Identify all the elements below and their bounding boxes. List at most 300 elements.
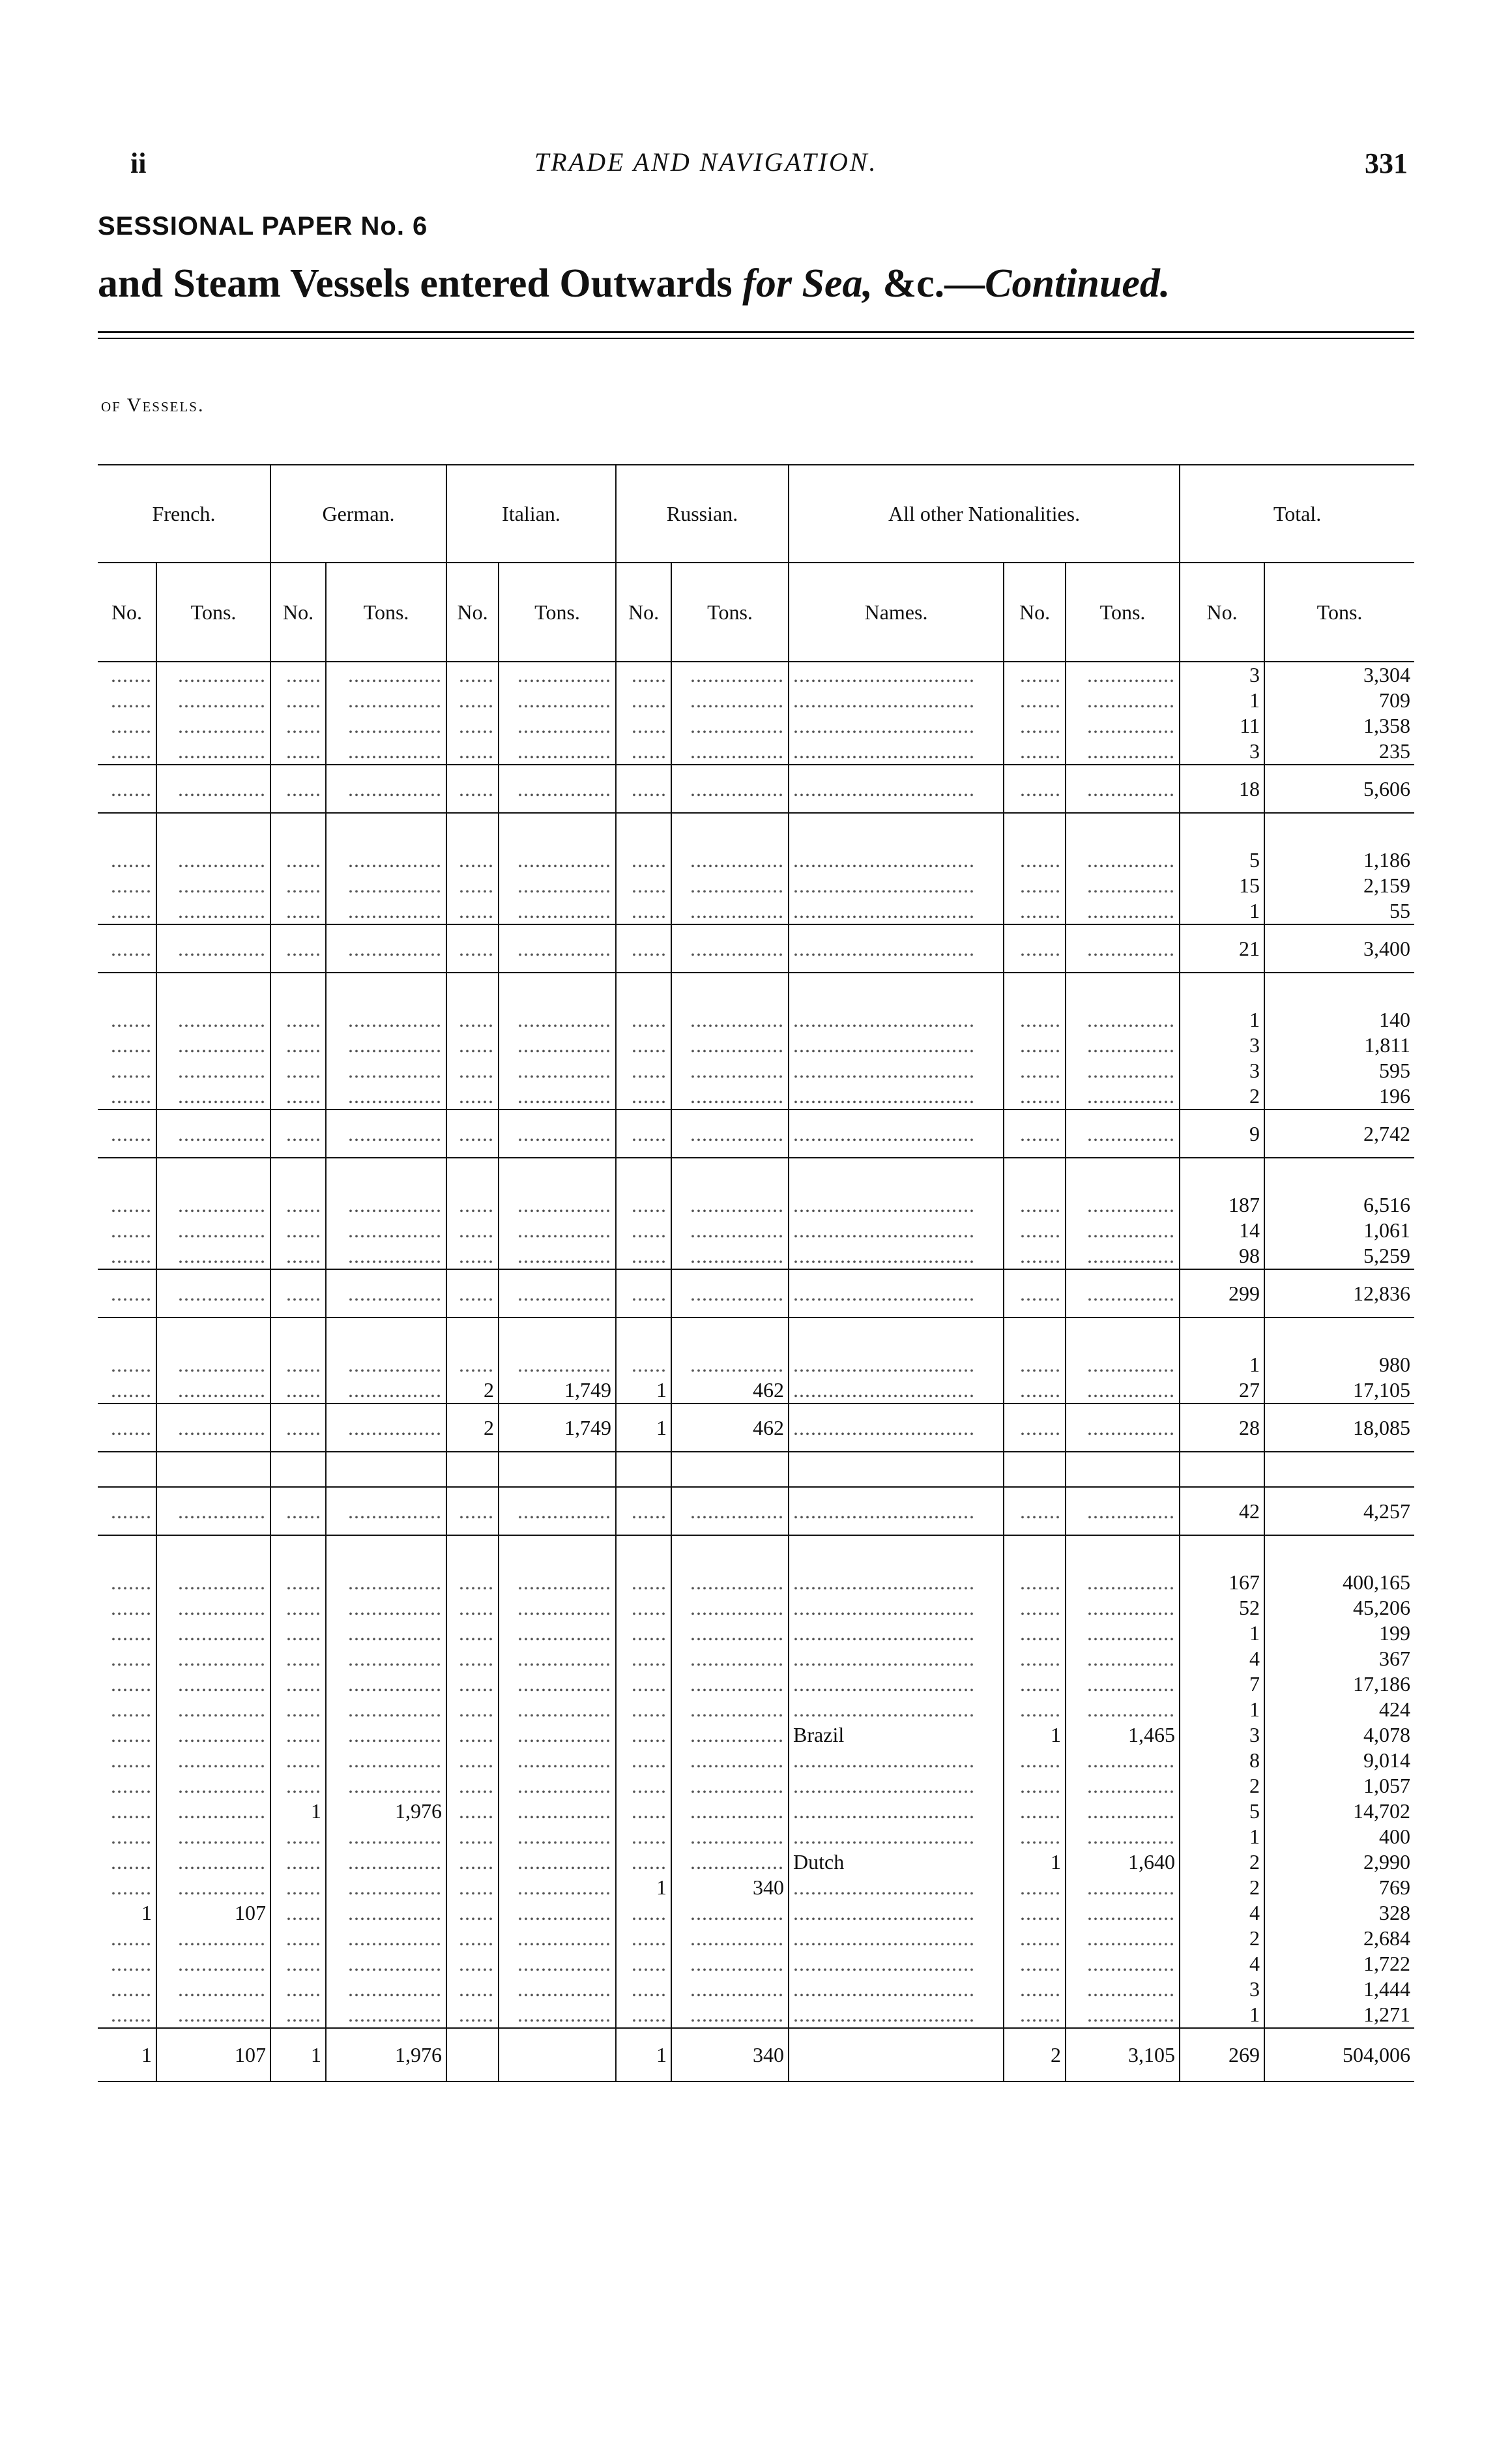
table-cell (98, 1033, 156, 1058)
table-cell: 1 (616, 1377, 671, 1404)
leader-dots: ...... (459, 1647, 495, 1670)
leader-dots: ............... (1087, 1647, 1176, 1670)
table-cell (789, 2002, 1004, 2028)
table-cell: 3 (1180, 1058, 1264, 1083)
table-cell: 2,684 (1264, 1926, 1414, 1951)
table-cell (98, 713, 156, 739)
leader-dots: ............... (1087, 1499, 1176, 1523)
leader-dots: ...... (459, 1218, 495, 1242)
leader-dots: ................ (517, 739, 612, 763)
spacer-cell (499, 1158, 616, 1192)
table-cell: 5 (1180, 847, 1264, 873)
spacer-cell (270, 813, 326, 847)
section-label: of Vessels. (101, 394, 205, 416)
table-cell (98, 1722, 156, 1748)
table-cell (98, 1646, 156, 1671)
leader-dots: ...... (632, 874, 667, 897)
table-row (98, 1218, 1414, 1243)
table-cell: 3 (1180, 1033, 1264, 1058)
table-cell (156, 1404, 270, 1452)
table-cell (446, 847, 499, 873)
table-cell (671, 688, 789, 713)
table-cell (616, 1621, 671, 1646)
vessels-table (98, 464, 1414, 2082)
leader-dots: ................ (517, 848, 612, 872)
leader-dots: ...... (286, 1193, 322, 1216)
leader-dots: ...... (286, 1416, 322, 1439)
leader-dots: ....... (111, 1244, 152, 1267)
leader-dots: ................ (517, 1570, 612, 1594)
table-cell (98, 1773, 156, 1799)
table-cell (616, 1595, 671, 1621)
table-cell (270, 1824, 326, 1849)
leader-dots: ............... (178, 663, 267, 686)
leader-dots: ................ (348, 1596, 443, 1619)
leader-dots: ...... (286, 1084, 322, 1108)
table-cell (156, 1269, 270, 1317)
leader-dots: ............... (178, 1799, 267, 1823)
leader-dots: ................ (517, 937, 612, 960)
spacer-cell (326, 1452, 446, 1487)
subtotal-row (98, 1487, 1414, 1535)
leader-dots: ................ (348, 777, 443, 801)
table-cell (789, 713, 1004, 739)
leader-dots: ............... (1087, 2003, 1176, 2026)
table-cell (156, 873, 270, 898)
leader-dots: ............... (1087, 1218, 1176, 1242)
table-cell (326, 1377, 446, 1404)
leader-dots: ................ (690, 1059, 785, 1082)
leader-dots: ...... (286, 848, 322, 872)
leader-dots: ................ (690, 663, 785, 686)
spacer-cell (98, 1535, 156, 1570)
table-cell: 2,742 (1264, 1110, 1414, 1158)
leader-dots: ...... (632, 2003, 667, 2026)
leader-dots: ....... (1020, 1084, 1062, 1108)
table-cell: 5,259 (1264, 1243, 1414, 1269)
spacer-cell (499, 1317, 616, 1352)
table-cell (98, 1192, 156, 1218)
table-cell (270, 1352, 326, 1377)
table-cell: 424 (1264, 1697, 1414, 1722)
table-row (98, 1192, 1414, 1218)
leader-dots: ....... (111, 1672, 152, 1696)
table-cell (499, 1926, 616, 1951)
table-cell (446, 1951, 499, 1977)
table-cell (1066, 1646, 1180, 1671)
spacer-cell (1004, 1452, 1066, 1487)
table-cell (270, 688, 326, 713)
leader-dots: ...... (459, 1621, 495, 1645)
table-cell (98, 739, 156, 765)
leader-dots: ....... (1020, 1008, 1062, 1031)
leader-dots: ...... (286, 899, 322, 922)
leader-dots: ...... (632, 1672, 667, 1696)
table-cell (499, 1352, 616, 1377)
table-cell (1066, 1352, 1180, 1377)
leader-dots: ............... (1087, 1033, 1176, 1057)
table-cell: 3,400 (1264, 924, 1414, 973)
spacer-cell (1066, 1317, 1180, 1352)
table-cell (98, 1083, 156, 1110)
leader-dots: ............... (178, 1647, 267, 1670)
spacer-cell (446, 1535, 499, 1570)
table-cell (616, 1083, 671, 1110)
table-cell (499, 739, 616, 765)
leader-dots: ............... (1087, 1059, 1176, 1082)
leader-dots: ....... (1020, 848, 1062, 872)
leader-dots: ....... (111, 1825, 152, 1848)
table-cell (616, 1192, 671, 1218)
table-cell (270, 1926, 326, 1951)
spacer-cell (326, 1535, 446, 1570)
table-cell (616, 1218, 671, 1243)
leader-dots: ...... (286, 1850, 322, 1874)
table-cell (1004, 1377, 1066, 1404)
leader-dots: ................ (690, 1799, 785, 1823)
leader-dots: ............... (1087, 663, 1176, 686)
leader-dots: ................ (348, 1876, 443, 1899)
leader-dots: ....... (111, 1876, 152, 1899)
table-cell (789, 1824, 1004, 1849)
table-cell (326, 1083, 446, 1110)
table-row (98, 1951, 1414, 1977)
leader-dots: ............... (1087, 1799, 1176, 1823)
leader-dots: ............................... (793, 688, 976, 712)
leader-dots: ................ (517, 874, 612, 897)
table-cell (671, 1748, 789, 1773)
leader-dots: ................ (517, 1977, 612, 2001)
leader-dots: ....... (111, 1698, 152, 1721)
leader-dots: ............... (1087, 1926, 1176, 1950)
leader-dots: ...... (632, 1850, 667, 1874)
spacer-cell (446, 1317, 499, 1352)
table-cell: 4 (1180, 1646, 1264, 1671)
table-cell: 2 (1180, 1083, 1264, 1110)
table-row (98, 1570, 1414, 1595)
leader-dots: ....... (1020, 1059, 1062, 1082)
leader-dots: ............... (178, 1084, 267, 1108)
leader-dots: ...... (632, 1193, 667, 1216)
leader-dots: ....... (111, 1378, 152, 1402)
table-cell (1066, 1083, 1180, 1110)
spacer-cell (270, 1317, 326, 1352)
leader-dots: ...... (286, 1499, 322, 1523)
table-cell (1004, 1192, 1066, 1218)
leader-dots: ............................... (793, 2003, 976, 2026)
table-cell: 328 (1264, 1900, 1414, 1926)
table-cell (98, 1218, 156, 1243)
table-row (98, 1926, 1414, 1951)
table-row (98, 1799, 1414, 1824)
leader-dots: ....... (1020, 1193, 1062, 1216)
table-cell: 21 (1180, 924, 1264, 973)
table-cell (98, 1352, 156, 1377)
leader-dots: ....... (1020, 1647, 1062, 1670)
leader-dots: ...... (459, 1850, 495, 1874)
table-cell (1066, 662, 1180, 688)
table-cell (671, 1697, 789, 1722)
table-cell (1004, 2002, 1066, 2028)
table-cell (1066, 847, 1180, 873)
column-header: Tons. (1264, 563, 1414, 662)
table-cell (326, 1033, 446, 1058)
table-cell: 1 (1004, 1849, 1066, 1875)
leader-dots: ................ (690, 1008, 785, 1031)
leader-dots: ....... (1020, 937, 1062, 960)
leader-dots: ................ (690, 1748, 785, 1772)
leader-dots: ....... (111, 1850, 152, 1874)
table-cell (326, 1404, 446, 1452)
spacer-row (98, 813, 1414, 847)
leader-dots: ............................... (793, 1774, 976, 1797)
table-cell (156, 1621, 270, 1646)
leader-dots: ............... (178, 899, 267, 922)
table-cell: 4,257 (1264, 1487, 1414, 1535)
table-cell (1004, 873, 1066, 898)
table-cell (270, 1192, 326, 1218)
leader-dots: ................ (348, 714, 443, 737)
leader-dots: ................ (348, 937, 443, 960)
table-cell (98, 1849, 156, 1875)
table-cell (789, 1646, 1004, 1671)
table-row (98, 1595, 1414, 1621)
table-cell (1066, 1269, 1180, 1317)
leader-dots: ...... (459, 1977, 495, 2001)
leader-dots: ...... (286, 1244, 322, 1267)
table-row (98, 2002, 1414, 2028)
table-cell: 1 (1180, 1824, 1264, 1849)
leader-dots: ...... (459, 1799, 495, 1823)
table-row (98, 1900, 1414, 1926)
leader-dots: ............... (1087, 1193, 1176, 1216)
table-cell (156, 1773, 270, 1799)
leader-dots: ....... (1020, 1774, 1062, 1797)
leader-dots: ............... (1087, 1570, 1176, 1594)
group-header: All other Nationalities. (789, 465, 1180, 563)
table-cell (616, 1570, 671, 1595)
table-cell: 11 (1180, 713, 1264, 739)
leader-dots: ............................... (793, 1282, 976, 1305)
leader-dots: ................ (517, 2003, 612, 2026)
leader-dots: ................ (348, 1008, 443, 1031)
table-cell (499, 898, 616, 924)
table-cell (1004, 1058, 1066, 1083)
leader-dots: ...... (632, 1353, 667, 1376)
leader-dots: ....... (111, 1952, 152, 1975)
table-cell (326, 1269, 446, 1317)
table-cell: 1,976 (326, 1799, 446, 1824)
table-cell (1004, 1799, 1066, 1824)
table-cell (499, 1487, 616, 1535)
leader-dots: ....... (1020, 1672, 1062, 1696)
leader-dots: ................ (690, 1850, 785, 1874)
table-cell (671, 1849, 789, 1875)
leader-dots: ............... (178, 1977, 267, 2001)
leader-dots: ...... (632, 1952, 667, 1975)
table-row (98, 898, 1414, 924)
table-cell: 980 (1264, 1352, 1414, 1377)
table-cell: 9,014 (1264, 1748, 1414, 1773)
leader-dots: ............... (178, 1378, 267, 1402)
leader-dots: ............................... (793, 1353, 976, 1376)
leader-dots: ............... (1087, 1621, 1176, 1645)
table-cell (671, 873, 789, 898)
table-cell: 3 (1180, 1977, 1264, 2002)
leader-dots: ...... (632, 1084, 667, 1108)
leader-dots: ....... (1020, 1799, 1062, 1823)
leader-dots: ...... (286, 1926, 322, 1950)
table-cell (270, 1007, 326, 1033)
table-cell (156, 688, 270, 713)
table-cell (156, 1849, 270, 1875)
table-cell (616, 1722, 671, 1748)
table-cell: 5,606 (1264, 765, 1414, 813)
table-cell: 235 (1264, 739, 1414, 765)
spacer-cell (446, 1158, 499, 1192)
leader-dots: ...... (286, 2003, 322, 2026)
spacer-cell (98, 1158, 156, 1192)
table-cell (1066, 1900, 1180, 1926)
table-cell (789, 739, 1004, 765)
table-cell (671, 739, 789, 765)
table-cell: 504,006 (1264, 2028, 1414, 2082)
leader-dots: ...... (286, 1353, 322, 1376)
spacer-cell (326, 813, 446, 847)
leader-dots: ...... (459, 1901, 495, 1924)
table-cell: 1 (270, 2028, 326, 2082)
leader-dots: ...... (459, 1193, 495, 1216)
leader-dots: ................ (690, 1774, 785, 1797)
leader-dots: ............... (178, 1774, 267, 1797)
table-cell (671, 847, 789, 873)
spacer-cell (1264, 813, 1414, 847)
leader-dots: ...... (459, 663, 495, 686)
table-cell (446, 662, 499, 688)
leader-dots: ............... (178, 1698, 267, 1721)
table-cell (499, 1671, 616, 1697)
leader-dots: ...... (632, 663, 667, 686)
leader-dots: ............................... (793, 1621, 976, 1645)
table-cell: 1 (270, 1799, 326, 1824)
spacer-cell (156, 813, 270, 847)
table-cell (326, 1926, 446, 1951)
leader-dots: ....... (1020, 1876, 1062, 1899)
leader-dots: ................ (690, 1926, 785, 1950)
leader-dots: ....... (111, 899, 152, 922)
subtotal-row (98, 1110, 1414, 1158)
leader-dots: ................ (348, 2003, 443, 2026)
table-cell (156, 2002, 270, 2028)
leader-dots: ............................... (793, 1193, 976, 1216)
table-cell (446, 873, 499, 898)
column-header: Names. (789, 563, 1004, 662)
table-cell (326, 924, 446, 973)
table-cell: 7 (1180, 1671, 1264, 1697)
table-cell (156, 662, 270, 688)
leader-dots: ............... (178, 2003, 267, 2026)
table-cell: 27 (1180, 1377, 1264, 1404)
table-cell: 2 (1180, 1926, 1264, 1951)
leader-dots: ...... (632, 1596, 667, 1619)
table-cell (671, 1218, 789, 1243)
leader-dots: ............................... (793, 1122, 976, 1145)
table-cell (98, 1007, 156, 1033)
table-cell (156, 1595, 270, 1621)
leader-dots: ...... (286, 1672, 322, 1696)
table-cell (326, 898, 446, 924)
table-cell: 1,444 (1264, 1977, 1414, 2002)
table-cell: 2 (1004, 2028, 1066, 2082)
table-cell (671, 1243, 789, 1269)
table-cell: 4 (1180, 1900, 1264, 1926)
table-cell (326, 1243, 446, 1269)
table-cell (270, 873, 326, 898)
leader-dots: ................ (517, 1084, 612, 1108)
column-header: Tons. (156, 563, 270, 662)
leader-dots: ............................... (793, 1672, 976, 1696)
leader-dots: ................ (690, 1282, 785, 1305)
leader-dots: ...... (286, 1282, 322, 1305)
spacer-cell (1180, 1317, 1264, 1352)
table-cell (1066, 1977, 1180, 2002)
spacer-cell (1004, 813, 1066, 847)
leader-dots: ....... (111, 1774, 152, 1797)
leader-dots: ............................... (793, 1647, 976, 1670)
leader-dots: ....... (111, 777, 152, 801)
leader-dots: ............... (178, 1218, 267, 1242)
table-cell: 299 (1180, 1269, 1264, 1317)
column-header: Tons. (671, 563, 789, 662)
table-cell (789, 1595, 1004, 1621)
table-cell (1004, 847, 1066, 873)
leader-dots: ...... (286, 1952, 322, 1975)
leader-dots: ................ (690, 899, 785, 922)
table-cell (326, 1849, 446, 1875)
table-cell (156, 1824, 270, 1849)
leader-dots: ............................... (793, 663, 976, 686)
table-cell (671, 1621, 789, 1646)
table-cell (1004, 1926, 1066, 1951)
leader-dots: ....... (111, 1122, 152, 1145)
table-cell (671, 1058, 789, 1083)
column-header: No. (270, 563, 326, 662)
leader-dots: ............... (1087, 1901, 1176, 1924)
leader-dots: ............... (178, 937, 267, 960)
leader-dots: ....... (111, 1416, 152, 1439)
leader-dots: ...... (632, 1799, 667, 1823)
table-cell (446, 1058, 499, 1083)
table-cell (1066, 898, 1180, 924)
table-cell (1004, 1977, 1066, 2002)
spacer-cell (789, 1317, 1004, 1352)
table-cell (499, 713, 616, 739)
table-cell (98, 1404, 156, 1452)
table-cell: 167 (1180, 1570, 1264, 1595)
spacer-cell (789, 973, 1004, 1007)
table-cell (98, 1377, 156, 1404)
table-cell (326, 1058, 446, 1083)
leader-dots: ............... (178, 688, 267, 712)
column-header: No. (1004, 563, 1066, 662)
table-cell (270, 1875, 326, 1900)
table-cell (156, 898, 270, 924)
leader-dots: ...... (632, 1570, 667, 1594)
table-cell (446, 2028, 499, 2082)
table-cell (616, 873, 671, 898)
leader-dots: ....... (111, 874, 152, 897)
table-cell: 462 (671, 1377, 789, 1404)
